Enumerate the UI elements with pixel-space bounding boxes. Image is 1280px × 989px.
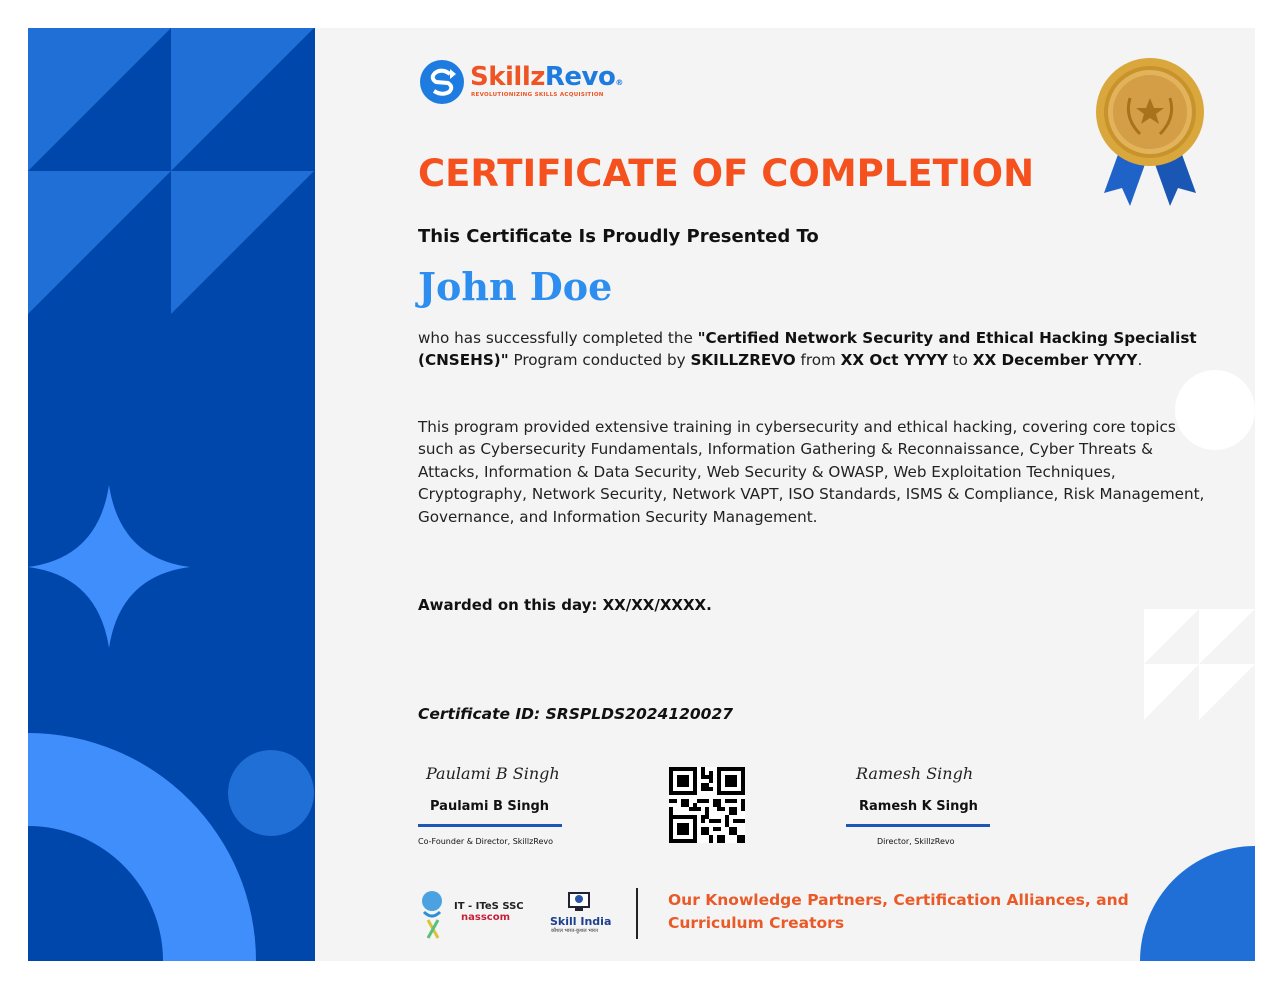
skill-india-logo-icon <box>568 892 590 912</box>
skillzrevo-logo-icon <box>420 60 464 104</box>
signature-line-2 <box>846 824 990 827</box>
signature-script-1: Paulami B Singh <box>426 764 560 783</box>
nasscom-line2: nasscom <box>461 912 510 923</box>
partners-heading: Our Knowledge Partners, Certification Alliances, and Curriculum Creators <box>668 891 1129 932</box>
signatory-role-2: Director, SkillzRevo <box>877 837 955 846</box>
end-date: XX December YYYY <box>972 351 1138 370</box>
signature-line-1 <box>418 824 562 827</box>
nasscom-line1: IT - ITeS SSC <box>454 901 524 912</box>
geometric-pattern-icon <box>28 28 315 961</box>
left-decorative-panel <box>28 28 315 961</box>
certificate-title: CERTIFICATE OF COMPLETION <box>418 152 1035 195</box>
start-date: XX Oct YYYY <box>840 351 948 370</box>
awarded-date: Awarded on this day: XX/XX/XXXX. <box>418 596 712 614</box>
signatory-name-1: Paulami B Singh <box>430 799 550 814</box>
certificate <box>28 28 1255 961</box>
recipient-name: John Doe <box>418 264 613 309</box>
qr-code-icon <box>669 767 745 843</box>
skill-india-line2: कौशल भारत-कुशल भारत <box>551 928 598 934</box>
certificate-id: Certificate ID: SRSPLDS2024120027 <box>418 705 734 723</box>
skill-india-line1: Skill India <box>550 915 612 928</box>
program-name: "Certified Network Security and Ethical Hacking Specialist (CNSEHS)" <box>418 329 1197 370</box>
signature-script-2: Ramesh Singh <box>856 764 974 783</box>
nasscom-logo-icon <box>420 890 446 942</box>
partners-divider <box>636 888 638 939</box>
brand-name: SkillzRevo® <box>470 62 623 92</box>
organizer: SKILLZREVO <box>690 351 796 370</box>
brand-tagline: REVOLUTIONIZING SKILLS ACQUISITION <box>471 92 604 98</box>
signatory-role-1: Co-Founder & Director, SkillzRevo <box>418 837 554 846</box>
program-description: This program provided extensive training in cybersecurity and ethical hacking, covering core topics such as Cybersecurity Fundamentals, Information Gathering & Reconnaissance, Cyber Threats & Attacks, Information & Data Security, Web Security & OWASP, Web Exploitation Techniques, Cryptography, Network Security, Network VAPT, ISO Standards, ISMS & Compliance, Risk Management, Governance, and Information Security Management. <box>418 418 1205 526</box>
presented-to-label: This Certificate Is Proudly Presented To <box>418 226 819 247</box>
completion-statement: who has successfully completed the "Certified Network Security and Ethical Hacking Specialist (CNSEHS)" Program conducted by SKILLZREVO from XX Oct YYYY to XX December YYYY. <box>418 329 1197 370</box>
gold-medal-ribbon-icon <box>1094 58 1206 208</box>
signatory-name-2: Ramesh K Singh <box>859 799 978 814</box>
